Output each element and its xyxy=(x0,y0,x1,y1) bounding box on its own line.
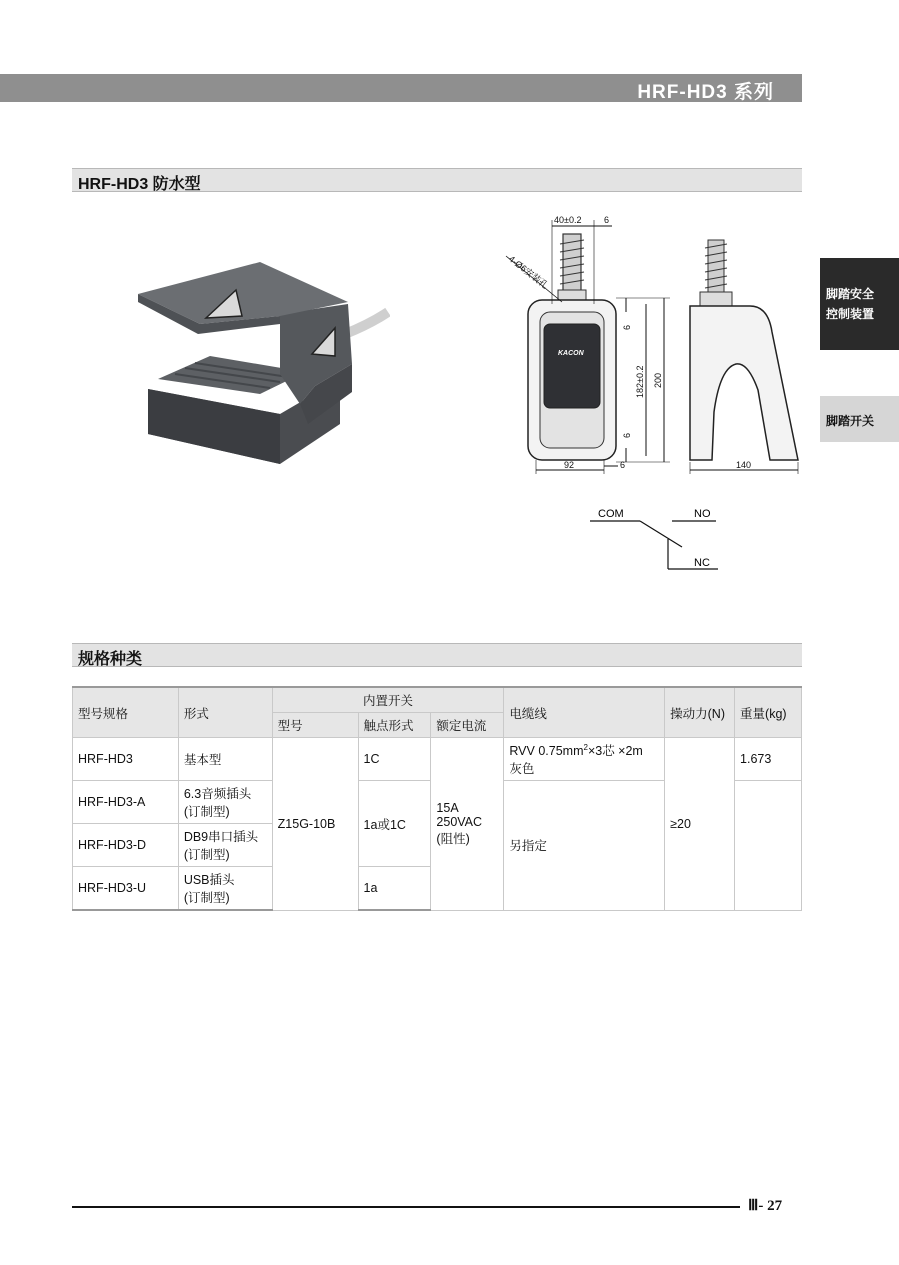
col-header-contact: 触点形式 xyxy=(358,713,431,738)
dim-width: 92 xyxy=(564,460,575,470)
dimension-drawing xyxy=(500,212,800,482)
col-header-cable: 电缆线 xyxy=(504,687,665,738)
series-title: HRF-HD3 系列 xyxy=(637,82,774,103)
dim-inner-top: 6 xyxy=(622,324,632,330)
side-tab-foot-switch[interactable] xyxy=(820,396,899,442)
section-bar-specs xyxy=(72,643,802,667)
col-header-switch: 内置开关 xyxy=(272,687,504,713)
dim-height-inner: 182±0.2 xyxy=(635,365,645,398)
cell-contact: 1a xyxy=(358,867,431,911)
foot-switch-photo xyxy=(130,254,390,474)
cell-model: HRF-HD3-A xyxy=(73,781,179,824)
cell-current: 15A 250VAC (阻性) xyxy=(431,738,504,911)
contact-circuit-diagram xyxy=(590,505,730,577)
section-bar-waterproof xyxy=(72,168,802,192)
cell-weight: 1.673 xyxy=(735,738,802,781)
series-header-bar xyxy=(0,74,802,102)
cell-type: 6.3音频插头 (订制型) xyxy=(178,781,272,824)
hole-label: 4-Ø6安装孔 xyxy=(506,253,550,291)
cell-switch-model: Z15G-10B xyxy=(272,738,358,911)
cell-cable: 另指定 xyxy=(504,781,665,911)
cell-force: ≥20 xyxy=(665,738,735,911)
circuit-no-label: NO xyxy=(694,508,711,520)
section-title: HRF-HD3 防水型 xyxy=(78,176,201,193)
dim-bottom-right: 6 xyxy=(620,460,626,470)
col-header-type: 形式 xyxy=(178,687,272,738)
brand-logo: KACON xyxy=(558,350,584,357)
page-number: Ⅲ- 27 xyxy=(748,1198,783,1214)
footer-rule xyxy=(72,1206,740,1208)
col-header-switch-model: 型号 xyxy=(272,713,358,738)
cell-model: HRF-HD3 xyxy=(73,738,179,781)
col-header-weight: 重量(kg) xyxy=(735,687,802,738)
circuit-com-label: COM xyxy=(598,508,624,520)
cell-type: 基本型 xyxy=(178,738,272,781)
dim-depth: 140 xyxy=(736,460,752,470)
cell-type: USB插头 (订制型) xyxy=(178,867,272,911)
cell-model: HRF-HD3-D xyxy=(73,824,179,867)
dim-top-right: 6 xyxy=(604,215,610,225)
dim-top: 40±0.2 xyxy=(554,215,582,225)
cell-weight-empty xyxy=(735,781,802,911)
col-header-force: 操动力(N) xyxy=(665,687,735,738)
dim-inner-bottom: 6 xyxy=(622,432,632,438)
table-row xyxy=(73,738,802,781)
cell-contact: 1C xyxy=(358,738,431,781)
side-tab-label-line2: 控制装置 xyxy=(826,307,875,321)
section-title: 规格种类 xyxy=(78,651,143,668)
dim-height: 200 xyxy=(653,372,663,388)
cell-model: HRF-HD3-U xyxy=(73,867,179,911)
spec-table xyxy=(72,686,802,911)
side-tab-label-line1: 脚踏安全 xyxy=(826,287,875,301)
col-header-current: 额定电流 xyxy=(431,713,504,738)
side-tab-label: 脚踏开关 xyxy=(826,414,875,428)
side-tab-safety-device[interactable] xyxy=(820,258,899,350)
circuit-nc-label: NC xyxy=(694,557,710,569)
cell-contact: 1a或1C xyxy=(358,781,431,867)
cell-type: DB9串口插头 (订制型) xyxy=(178,824,272,867)
col-header-model: 型号规格 xyxy=(73,687,179,738)
cell-cable: RVV $0.75mm^2\times 3$芯 ×2m 灰色 xyxy=(504,738,665,781)
